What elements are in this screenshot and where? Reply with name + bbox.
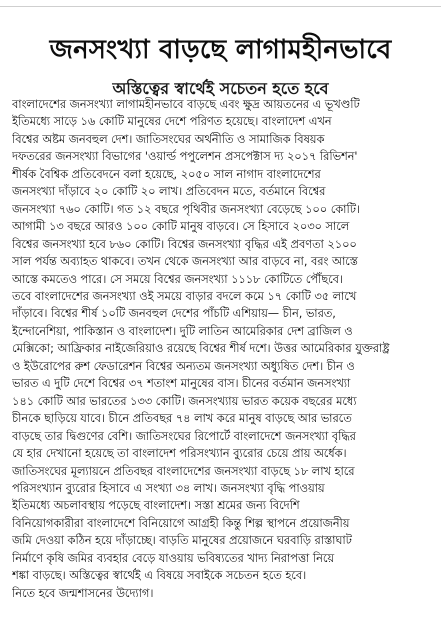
subheadline: অস্তিত্বের স্বার্থেই সচেতন হতে হবে [112,79,329,99]
body-line: যে হার দেখানো হয়েছে তা বাংলাদেশ পরিসংখ্যান ব্যুরোর চেয়ে প্রায় অর্ধেক। [12,447,347,461]
body-line: ইতিমধ্যে অচলাবস্থায় পড়েছে বাংলাদেশ। সস্তা শ্রমের জন্য বিদেশি [12,499,300,513]
body-line: বিশ্বের অষ্টম জনবহুল দেশ। জাতিসংঘের অর্থনীতি ও সামাজিক বিষয়ক [12,132,325,146]
body-line: পরিসংখ্যান ব্যুরোর হিসাবে এ সংখ্যা ৩৪ লাখ। জনসংখ্যা বৃদ্ধি পাওয়ায় [12,481,325,495]
body-line: তবে বাংলাদেশের জনসংখ্যা ওই সময়ে বাড়ার বদলে কমে ১৭ কোটি ৩৫ লাখে [12,289,357,303]
body-line: আস্তে কমতেও পারে। সে সময়ে বিশ্বের জনসংখ্যা ১১১৮ কোটিতে পৌঁছবে। [12,272,343,286]
body-line: ভারত এ দুটি দেশে বিশ্বের ৩৭ শতাংশ মানুষের বাস। চীনের বর্তমান জনসংখ্যা [12,377,351,391]
body-line: জমি দেওয়া কঠিন হয়ে দাঁড়াচ্ছে। বাড়তি মানুষের প্রয়োজনে ঘরবাড়ি রাস্তাঘাট [12,534,352,548]
body-line: ১৪১ কোটি আর ভারতের ১৩৩ কোটি। জনসংখ্যায় ভারত কয়েক বছরের মধ্যে [12,394,357,408]
headline: জনসংখ্যা বাড়ছে লাগামহীনভাবে [49,35,392,66]
body-line: ইতিমধ্যে সাড়ে ১৬ কোটি মানুষের দেশে পরিণত হয়েছে। বাংলাদেশ এখন [12,115,332,129]
body-line: শঙ্কা বাড়ছে। অস্তিত্বের স্বার্থেই এ বিষয়ে সবাইকে সচেতন হতে হবে। [12,569,307,583]
body-line: বিনিয়োগকারীরা বাংলাদেশে বিনিয়োগে আগ্রহী কিন্তু শিল্প স্থাপনে প্রয়োজনীয় [12,516,350,530]
body-line: শীর্ষক বৈশ্বিক প্রতিবেদনে বলা হয়েছে, ২০৫০ সাল নাগাদ বাংলাদেশের [12,167,321,181]
body-line: দফতরের জনসংখ্যা বিভাগের 'ওয়ার্ল্ড পপুলেশন প্রসপেক্টাস দ্য ২০১৭ রিভিশন' [12,150,358,164]
article-body [12,96,430,624]
body-line: মেক্সিকো; আফ্রিকার নাইজেরিয়াও রয়েছে বিশ্বের শীর্ষ দশে। উত্তর আমেরিকার যুক্তরাষ্ট্র [12,342,390,356]
body-line: বাড়ছে তার দ্বিগুণের বেশি। জাতিসংঘের রিপোর্টে বাংলাদেশে জনসংখ্যা বৃদ্ধির [12,429,356,443]
body-line: সাল পর্যন্ত অব্যাহত থাকবে। তখন থেকে জনসংখ্যা আর বাড়বে না, বরং আস্তে [12,255,358,269]
body-line: জনসংখ্যা দাঁড়াবে ২০ কোটি ২০ লাখ। প্রতিবেদন মতে, বর্তমানে বিশ্বের [12,185,326,199]
body-line: আগামী ১৩ বছরে আরও ১০০ কোটি মানুষ বাড়বে। সে হিসাবে ২০৩০ সালে [12,220,350,234]
body-line: নির্মাণে কৃষি জমির ব্যবহার বেড়ে যাওয়ায় ভবিষ্যতের খাদ্য নিরাপত্তা নিয়ে [12,551,335,565]
body-line: ও ইউরোপের রুশ ফেডারেশন বিশ্বের অন্যতম জনসংখ্যা অধ্যুষিত দেশ। চীন ও [12,359,355,373]
body-line: জাতিসংঘের মূল্যায়নে প্রতিবছর বাংলাদেশের জনসংখ্যা বাড়ছে ১৮ লাখ হারে [12,464,355,478]
body-line: নিতে হবে জন্মশাসনের উদ্যোগ। [12,586,154,600]
body-line: দাঁড়াবে। বিশ্বের শীর্ষ ১০টি জনবহুল দেশের পাঁচটি এশিয়ায়— চীন, ভারত, [12,307,336,321]
body-line: চীনকে ছাড়িয়ে যাবে। চীনে প্রতিবছর ৭৪ লাখ করে মানুষ বাড়ছে আর ভারতে [12,412,352,426]
body-line: বিশ্বের জনসংখ্যা হবে ৮৬০ কোটি। বিশ্বের জনসংখ্যা বৃদ্ধির এই প্রবণতা ২১০০ [12,237,357,251]
body-line: বাংলাদেশের জনসংখ্যা লাগামহীনভাবে বাড়ছে এবং ক্ষুদ্র আয়তনের এ ভূখণ্ডটি [12,98,360,111]
clipped-previous-text [0,0,441,7]
body-line: ইন্দোনেশিয়া, পাকিস্তান ও বাংলাদেশ। দুটি লাতিন আমেরিকার দেশ ব্রাজিল ও [12,324,353,338]
body-line: জনসংখ্যা ৭৬০ কোটি। গত ১২ বছরে পৃথিবীর জনসংখ্যা বেড়েছে ১০০ কোটি। [12,202,360,216]
